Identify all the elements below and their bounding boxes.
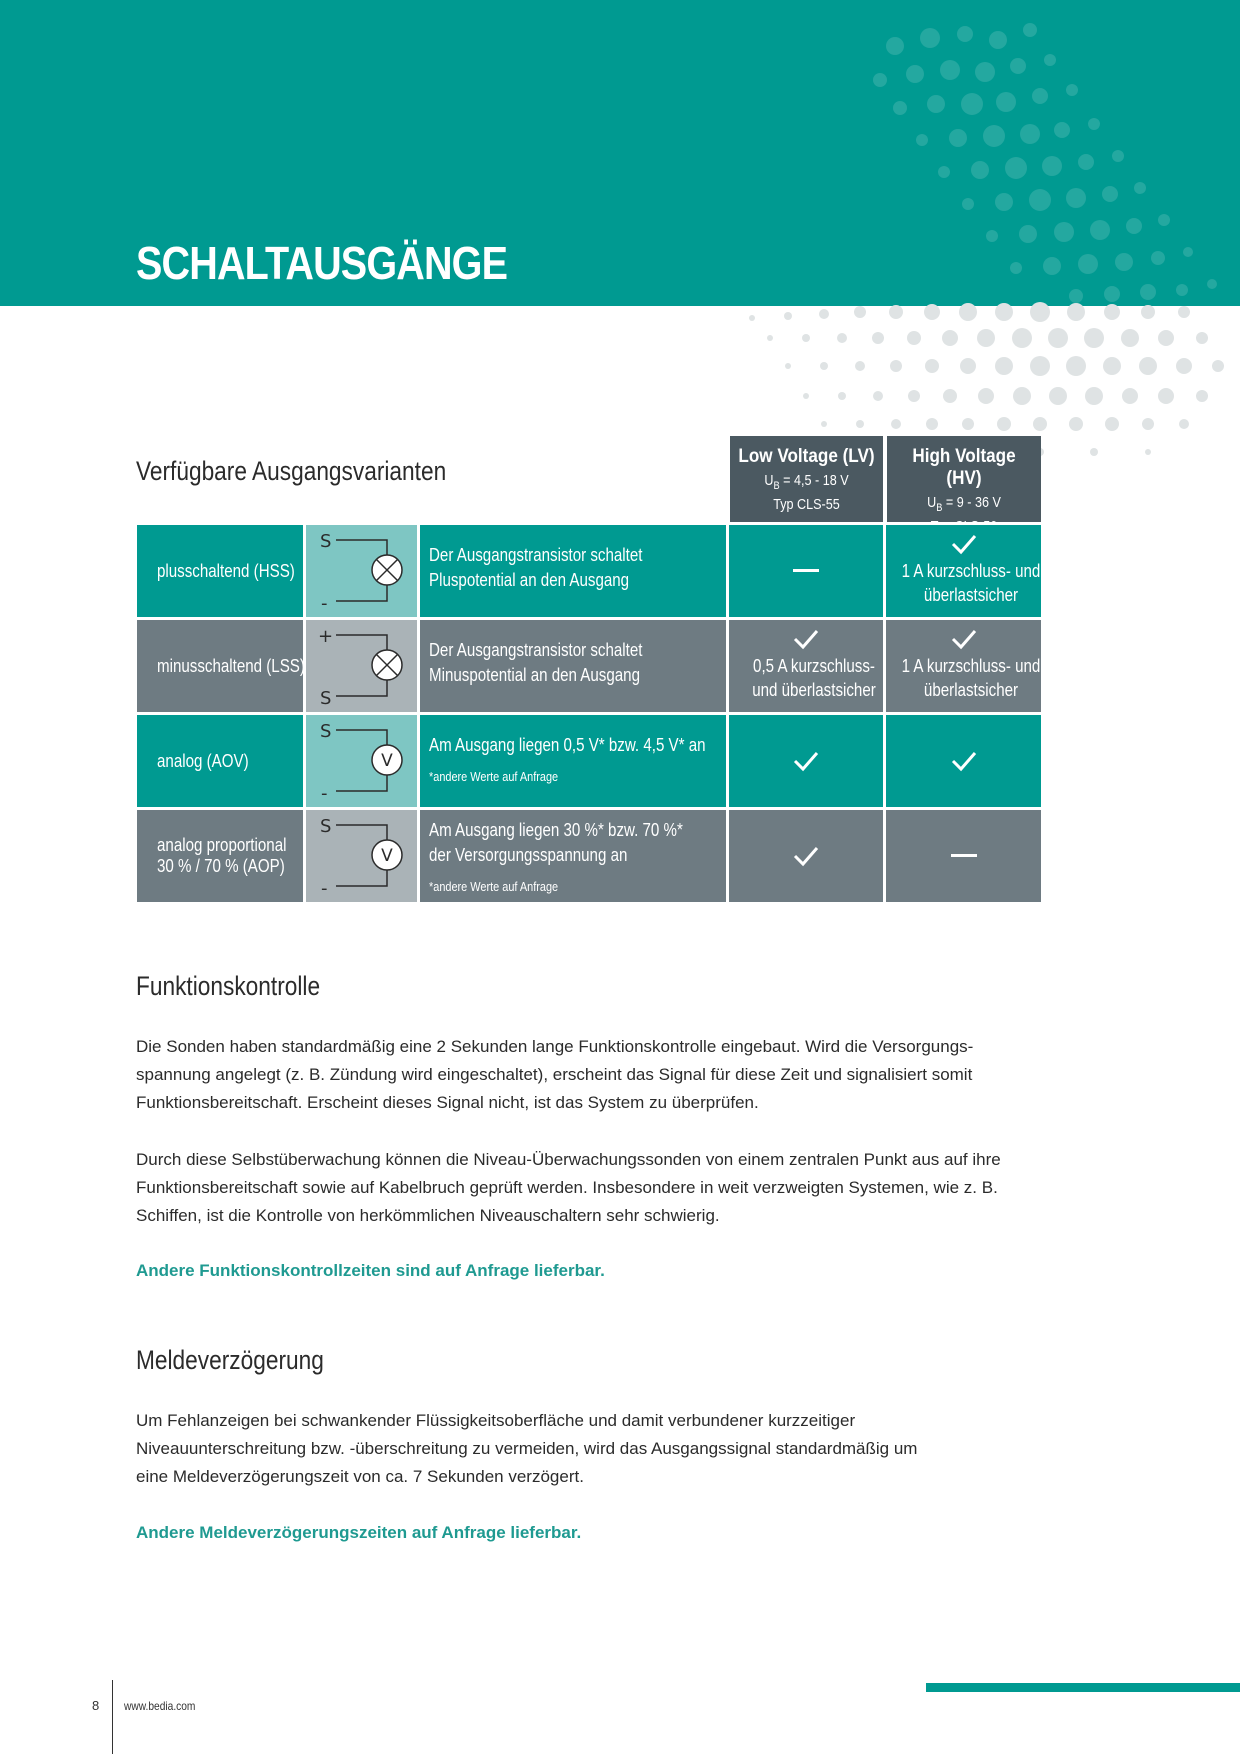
circuit-diagram [306, 715, 417, 807]
check-icon [951, 750, 977, 772]
diagram-top-terminal: S [320, 816, 332, 837]
voltmeter-icon [372, 745, 402, 775]
hv-support-cell [886, 715, 1041, 807]
check-icon [793, 845, 819, 867]
circuit-diagram [306, 525, 417, 617]
svg-text:V: V [381, 846, 393, 866]
funktionskontrolle-paragraph-2: Durch diese Selbstüberwachung können die Niveau-Überwachungssonden von einem zentralen Punkt aus auf ihre Funktionsbereitschaft sowie auf Kabelbruch geprüft werden. Insbesondere in weit verzweigten Systemen, wie z. B. Schiffen, ist die Kontrolle von herkömmlichen Niveauschaltern sehr schwierig. [136, 1150, 1001, 1225]
lv-support-cell [729, 525, 883, 617]
lv-support-cell [729, 715, 883, 807]
page-title: SCHALTAUSGÄNGE [136, 237, 508, 289]
dash-icon [793, 568, 819, 574]
table-row-aov [137, 715, 1041, 807]
hv-title: High Voltage (HV) [912, 446, 1016, 489]
funktionskontrolle-paragraph-1: Die Sonden haben standardmäßig eine 2 Sekunden lange Funktionskontrolle eingebaut. Wird die Versorgungs-spannung angelegt (z. B. Zündung wird eingeschaltet), erscheint das Signal für diese Zeit und signalisiert somit Funktionsbereitschaft. Erscheint dieses Signal nicht, ist das System zu überprüfen. [136, 1037, 974, 1112]
diagram-bottom-terminal: - [321, 783, 328, 804]
row-description: Der Ausgangstransistor schaltet Minuspotential an den Ausgang [420, 620, 726, 712]
hv-support-cell [886, 810, 1041, 902]
lv-support-cell: 0,5 A kurzschluss- und überlastsicher [729, 620, 883, 712]
lv-type: Typ CLS-55 [773, 496, 840, 513]
row-note: *andere Werte auf Anfrage [429, 769, 559, 784]
lv-column-header [730, 436, 883, 522]
funktionskontrolle-heading: Funktionskontrolle [136, 971, 321, 1001]
row-description: Am Ausgang liegen 30 %* bzw. 70 %* der Versorgungsspannung an *andere Werte auf Anfrage [420, 810, 726, 902]
lamp-icon [372, 650, 402, 680]
check-icon [793, 628, 819, 650]
meldeverzoegerung-note: Andere Meldeverzögerungszeiten auf Anfrage lieferbar. [136, 1523, 582, 1542]
diagram-top-terminal: S [320, 531, 332, 552]
diagram-top-terminal: + [318, 626, 334, 647]
hv-support-cell: 1 A kurzschluss- und überlastsicher [886, 620, 1041, 712]
lv-support-cell [729, 810, 883, 902]
circuit-diagram [306, 810, 417, 902]
voltmeter-icon [372, 840, 402, 870]
diagram-bottom-terminal: - [321, 878, 328, 899]
check-icon [793, 750, 819, 772]
dot-pattern-decoration [700, 0, 1240, 480]
lv-title: Low Voltage (LV) [738, 446, 875, 467]
row-note: *andere Werte auf Anfrage [429, 879, 559, 894]
row-description: Am Ausgang liegen 0,5 V* bzw. 4,5 V* an *andere Werte auf Anfrage [420, 715, 726, 807]
table-row-hss [137, 525, 1041, 617]
check-icon [951, 628, 977, 650]
lv-voltage: $U_B = 4,5 - 18$ V [764, 472, 849, 492]
row-description: Der Ausgangstransistor schaltet Pluspotential an den Ausgang [420, 525, 726, 617]
footer-divider [112, 1680, 113, 1754]
row-label: analog proportional 30 % / 70 % (AOP) [137, 810, 303, 902]
svg-text:V: V [381, 751, 393, 771]
diagram-bottom-terminal: - [321, 593, 328, 614]
row-label: plusschaltend (HSS) [137, 525, 303, 617]
table-row-aop [137, 810, 1041, 902]
row-label: minusschaltend (LSS) [137, 620, 303, 712]
variants-heading: Verfügbare Ausgangsvarianten [136, 456, 447, 486]
footer-accent-bar [926, 1683, 1240, 1692]
row-label: analog (AOV) [137, 715, 303, 807]
hv-column-header [887, 436, 1041, 522]
diagram-bottom-terminal: S [320, 688, 332, 709]
check-icon [951, 533, 977, 555]
lamp-icon [372, 555, 402, 585]
meldeverzoegerung-paragraph: Um Fehlanzeigen bei schwankender Flüssigkeitsoberfläche und damit verbundener kurzzeitiger Niveauunterschreitung bzw. -überschreitung zu vermeiden, wird das Ausgangssignal standardmäßig um eine Meldeverzögerungszeit von ca. 7 Sekunden verzögert. [136, 1411, 918, 1486]
dash-icon [951, 853, 977, 859]
diagram-top-terminal: S [320, 721, 332, 742]
hv-voltage: $U_B = 9 - 36$ V [927, 494, 1001, 514]
table-row-lss [137, 620, 1041, 712]
footer-url: www.bedia.com [124, 1699, 196, 1713]
circuit-diagram [306, 620, 417, 712]
page-number: 8 [92, 1698, 100, 1713]
hv-support-cell: 1 A kurzschluss- und überlastsicher [886, 525, 1041, 617]
meldeverzoegerung-heading: Meldeverzögerung [136, 1345, 324, 1375]
funktionskontrolle-note: Andere Funktionskontrollzeiten sind auf Anfrage lieferbar. [136, 1261, 605, 1280]
